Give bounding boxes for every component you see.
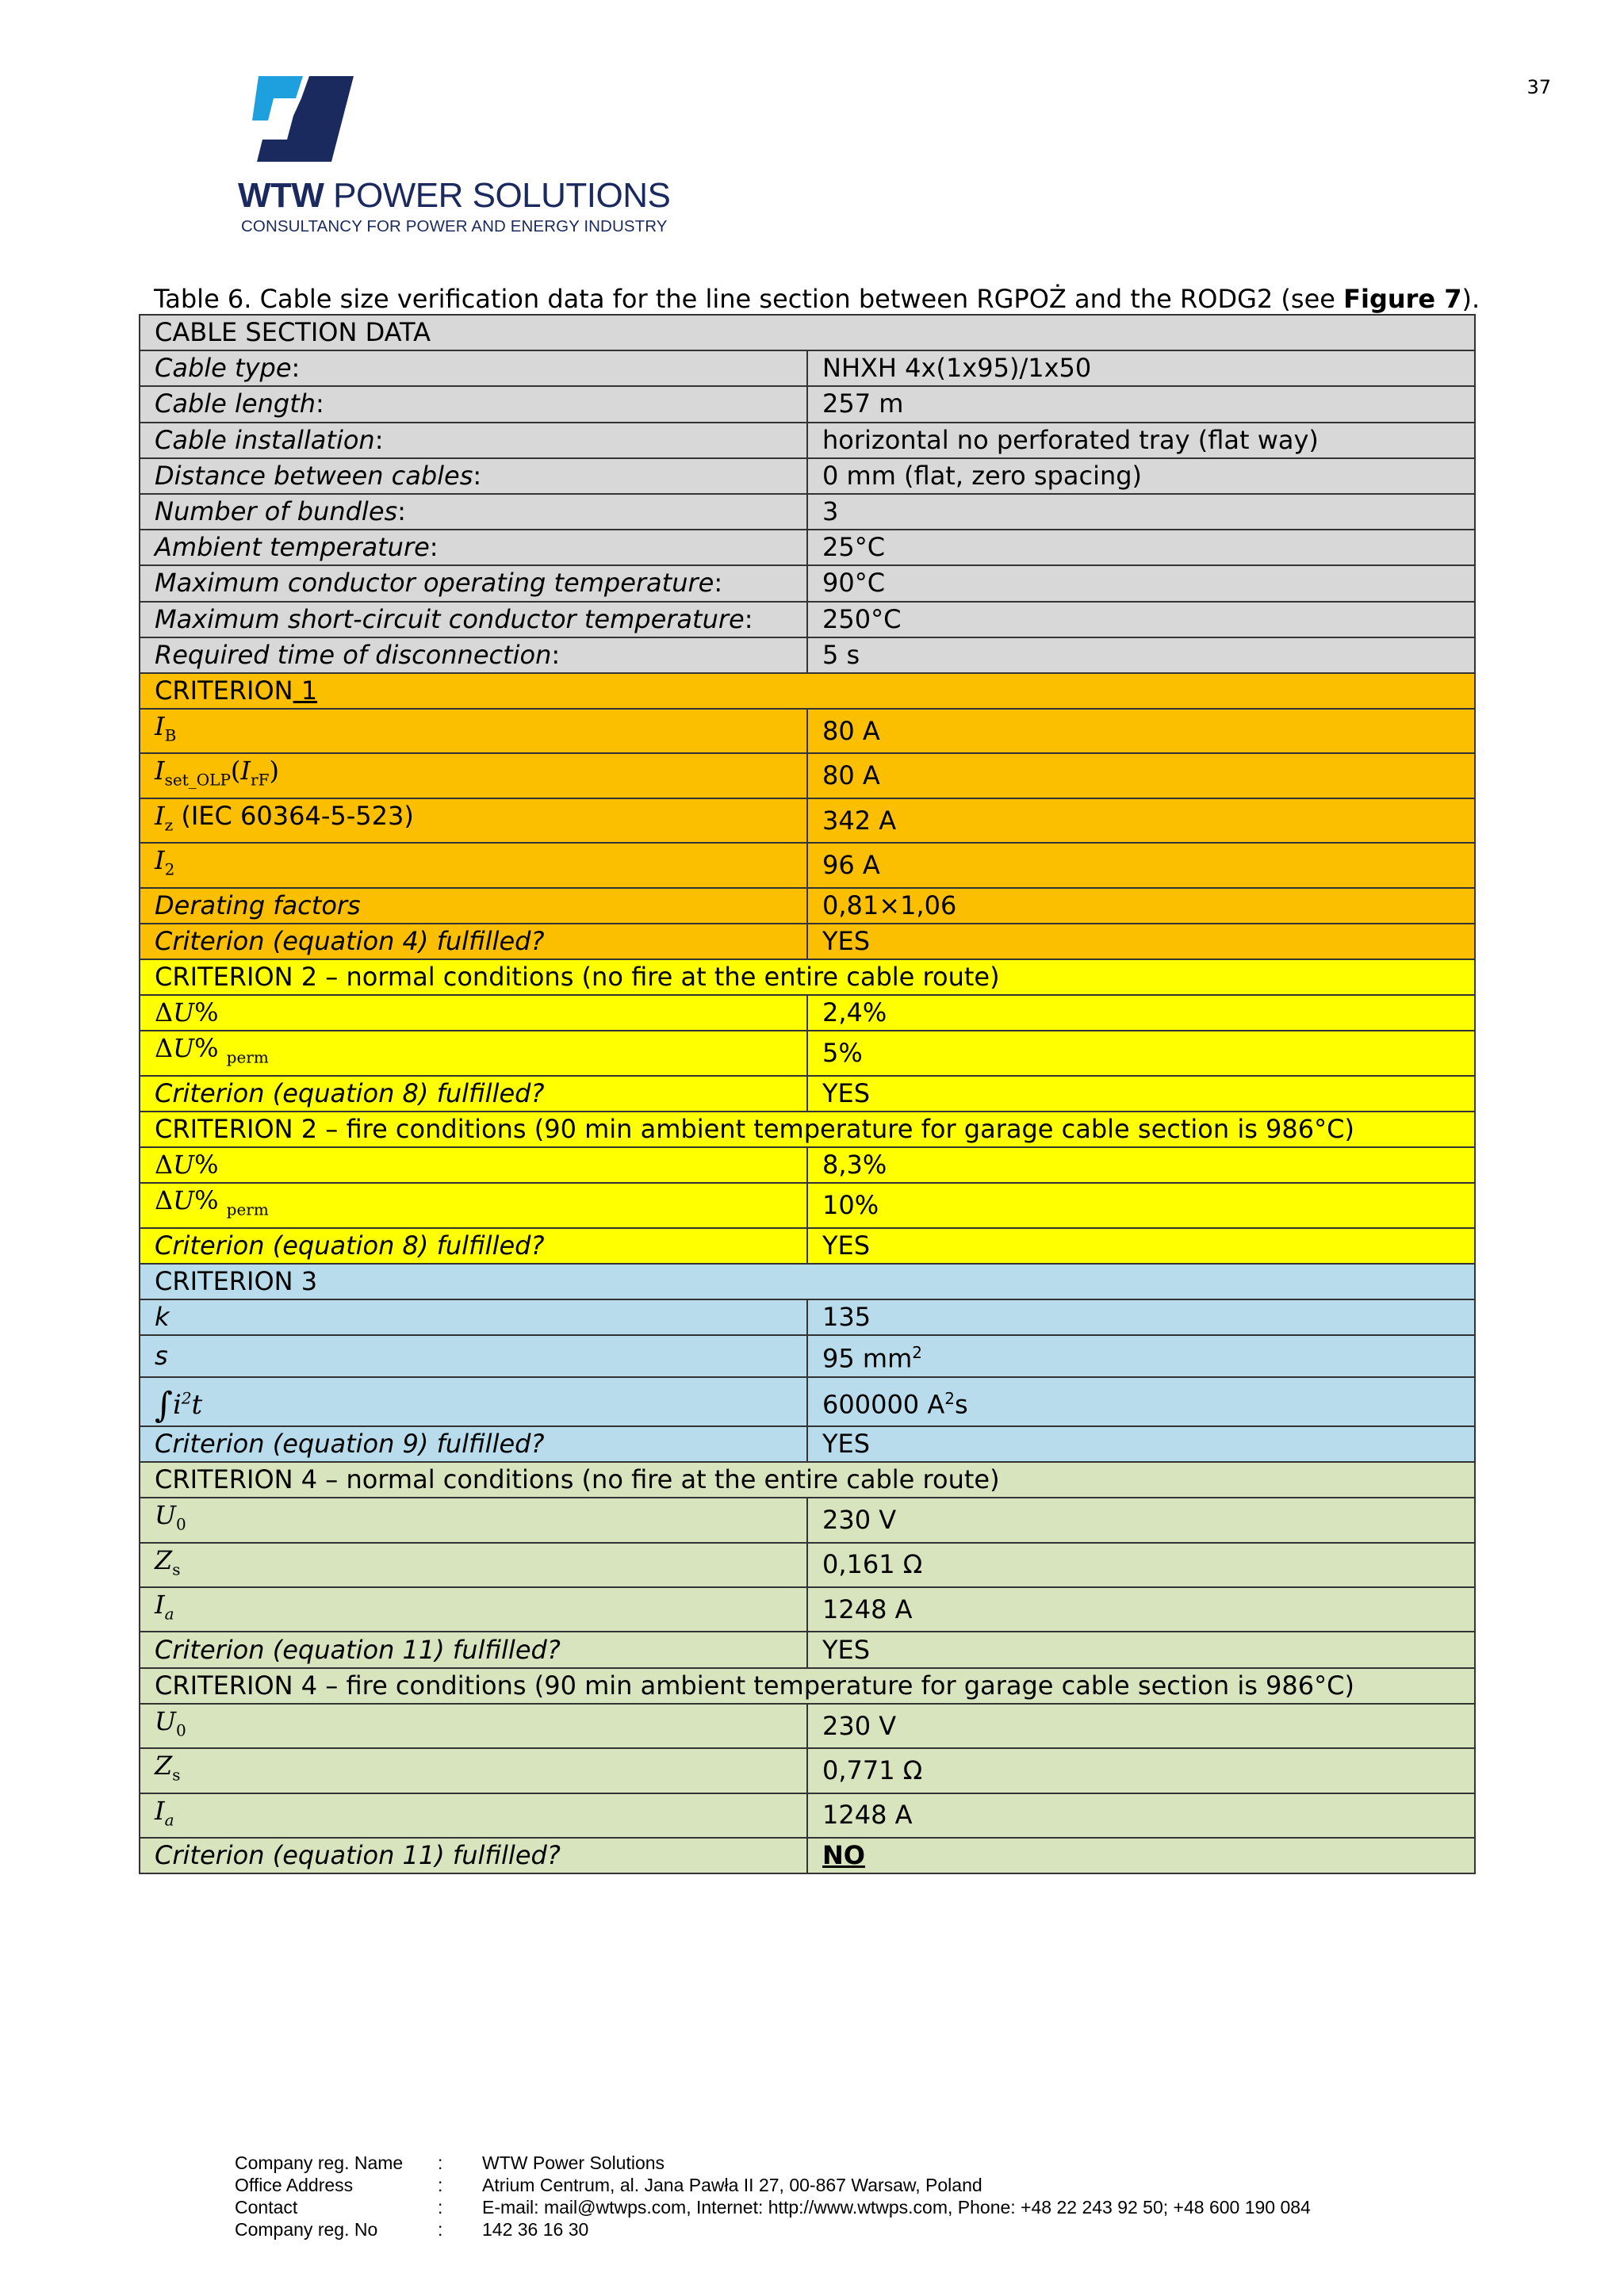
- k-symbol: k: [140, 1299, 807, 1335]
- ia-value: 1248 A: [807, 1587, 1475, 1632]
- criterion-4-normal-header: CRITERION 4 – normal conditions (no fire at the entire cable route): [140, 1462, 1475, 1498]
- section-label: Maximum conductor operating temperature:: [140, 565, 807, 601]
- duperm-value: 10%: [807, 1183, 1475, 1227]
- section-value: 25°C: [807, 530, 1475, 565]
- table-row: [140, 1587, 1475, 1632]
- s-symbol: s: [140, 1335, 807, 1377]
- zs-symbol: $Z_s$: [140, 1748, 807, 1793]
- table-row: [140, 1543, 1475, 1587]
- section-header-row: [140, 315, 1475, 350]
- criterion-2-fire-header: CRITERION 2 – fire conditions (90 min ambient temperature for garage cable section is 986°C): [140, 1112, 1475, 1147]
- section-label: Required time of disconnection:: [140, 637, 807, 673]
- table-row: [140, 1031, 1475, 1075]
- footer-sep: :: [438, 2219, 443, 2240]
- footer-key: Company reg. No: [235, 2219, 378, 2240]
- section-label: Number of bundles:: [140, 494, 807, 530]
- table-row: [140, 1426, 1475, 1462]
- table-row: [140, 530, 1475, 565]
- u0-symbol: $U_0$: [140, 1704, 807, 1748]
- criterion-2-normal-fulfilled-value: YES: [807, 1076, 1475, 1112]
- criterion-2-normal-header: CRITERION 2 – normal conditions (no fire at the entire cable route): [140, 959, 1475, 995]
- footer-row: [235, 2218, 1311, 2241]
- criterion-1-group: [140, 673, 1475, 959]
- derating-label: Derating factors: [140, 888, 807, 924]
- footer-row: [235, 2174, 1311, 2196]
- table-row: [140, 1748, 1475, 1793]
- cable-verification-table: [139, 314, 1476, 1874]
- footer-key: Contact: [235, 2197, 298, 2218]
- u0-value: 230 V: [807, 1498, 1475, 1542]
- ia-symbol: $I_a$: [140, 1793, 807, 1838]
- figure-reference: Figure 7: [1343, 284, 1462, 314]
- section-label: Maximum short-circuit conductor temperature:: [140, 602, 807, 637]
- company-footer: [235, 2152, 1311, 2241]
- table-row: [140, 798, 1475, 843]
- criterion-4-normal-fulfilled-label: Criterion (equation 11) fulfilled?: [140, 1632, 807, 1667]
- table-row: [140, 753, 1475, 798]
- table-row: [140, 458, 1475, 494]
- section-value: 250°C: [807, 602, 1475, 637]
- ia-symbol: $I_a$: [140, 1587, 807, 1632]
- table-row: [140, 1147, 1475, 1183]
- table-row: [140, 1183, 1475, 1227]
- section-value: 257 m: [807, 386, 1475, 422]
- section-value: 90°C: [807, 565, 1475, 601]
- table-row: [140, 350, 1475, 386]
- table-row: [140, 924, 1475, 959]
- du-symbol: ΔU%: [140, 995, 807, 1031]
- duperm-symbol: ΔU% $_{perm}$: [140, 1031, 807, 1075]
- table-row: [140, 1498, 1475, 1542]
- section-data-group: [140, 315, 1475, 673]
- ib-symbol: $I_B$: [140, 709, 807, 753]
- criterion-2-normal-header-row: [140, 959, 1475, 995]
- section-value: 5 s: [807, 637, 1475, 673]
- criterion-2-fire-fulfilled-value: YES: [807, 1228, 1475, 1264]
- criterion-3-fulfilled-label: Criterion (equation 9) fulfilled?: [140, 1426, 807, 1462]
- i2-value: 96 A: [807, 843, 1475, 887]
- footer-value: Atrium Centrum, al. Jana Pawła II 27, 00-867 Warsaw, Poland: [482, 2175, 982, 2195]
- iset-symbol: $I_{set\_OLP}(I_{rF})$: [140, 753, 807, 798]
- table-caption: Table 6. Cable size verification data for the line section between RGPOŻ and the RODG2 (see Figure 7).: [154, 284, 1480, 314]
- table-row: [140, 565, 1475, 601]
- i2t-symbol: $\int i^2t$: [140, 1377, 807, 1426]
- footer-sep: :: [438, 2152, 443, 2173]
- criterion-4-fire-fulfilled-value: NO: [807, 1838, 1475, 1873]
- footer-value[interactable]: E-mail: mail@wtwps.com, Internet: http://www.wtwps.com, Phone: +48 22 243 92 50; +48 600 190 084: [482, 2197, 1311, 2218]
- table-row: [140, 637, 1475, 673]
- criterion-3-header: CRITERION 3: [140, 1264, 1475, 1299]
- footer-row: [235, 2196, 1311, 2218]
- du-value: 2,4%: [807, 995, 1475, 1031]
- criterion-3-group: [140, 1264, 1475, 1462]
- criterion-2-normal-group: [140, 959, 1475, 1264]
- table-row: [140, 423, 1475, 458]
- section-header: CABLE SECTION DATA: [140, 315, 1475, 350]
- footer-value: WTW Power Solutions: [482, 2152, 665, 2173]
- section-value: 0 mm (flat, zero spacing): [807, 458, 1475, 494]
- table-row: [140, 888, 1475, 924]
- section-value: 3: [807, 494, 1475, 530]
- s-value: 95 $mm^2$: [807, 1335, 1475, 1377]
- criterion-4-group: [140, 1462, 1475, 1873]
- criterion-1-header-row: [140, 673, 1475, 709]
- section-label: Distance between cables:: [140, 458, 807, 494]
- derating-value: 0,81×1,06: [807, 888, 1475, 924]
- criterion-1-fulfilled-label: Criterion (equation 4) fulfilled?: [140, 924, 807, 959]
- table-row: [140, 1793, 1475, 1838]
- criterion-4-fire-header: CRITERION 4 – fire conditions (90 min ambient temperature for garage cable section is 986°C): [140, 1668, 1475, 1704]
- iz-symbol: $I_z$ (IEC 60364-5-523): [140, 798, 807, 843]
- company-logo-mark: [238, 75, 357, 163]
- table-row: [140, 843, 1475, 887]
- u0-value: 230 V: [807, 1704, 1475, 1748]
- criterion-2-normal-fulfilled-label: Criterion (equation 8) fulfilled?: [140, 1076, 807, 1112]
- table-row: [140, 995, 1475, 1031]
- zs-value: 0,771 Ω: [807, 1748, 1475, 1793]
- criterion-3-fulfilled-value: YES: [807, 1426, 1475, 1462]
- company-logo-name: WTW POWER SOLUTIONS: [238, 176, 671, 215]
- table-row: [140, 1335, 1475, 1377]
- criterion-4-fire-header-row: [140, 1668, 1475, 1704]
- criterion-4-normal-header-row: [140, 1462, 1475, 1498]
- criterion-4-normal-fulfilled-value: YES: [807, 1632, 1475, 1667]
- section-value: horizontal no perforated tray (flat way): [807, 423, 1475, 458]
- table-row: [140, 1704, 1475, 1748]
- table-row: [140, 386, 1475, 422]
- table-row: [140, 1076, 1475, 1112]
- duperm-value: 5%: [807, 1031, 1475, 1075]
- table-row: [140, 1838, 1475, 1873]
- criterion-4-fire-fulfilled-label: Criterion (equation 11) fulfilled?: [140, 1838, 807, 1873]
- footer-key: Company reg. Name: [235, 2152, 404, 2173]
- duperm-symbol: ΔU% $_{perm}$: [140, 1183, 807, 1227]
- ib-value: 80 A: [807, 709, 1475, 753]
- footer-row: [235, 2152, 1311, 2174]
- k-value: 135: [807, 1299, 1475, 1335]
- section-label: Cable installation:: [140, 423, 807, 458]
- section-value: NHXH 4x(1x95)/1x50: [807, 350, 1475, 386]
- i2-symbol: $I_2$: [140, 843, 807, 887]
- footer-key: Office Address: [235, 2175, 354, 2195]
- criterion-1-fulfilled-value: YES: [807, 924, 1475, 959]
- criterion-2-fire-fulfilled-label: Criterion (equation 8) fulfilled?: [140, 1228, 807, 1264]
- section-label: Cable length:: [140, 386, 807, 422]
- criterion-2-fire-header-row: [140, 1112, 1475, 1147]
- table-row: [140, 1299, 1475, 1335]
- zs-value: 0,161 Ω: [807, 1543, 1475, 1587]
- page-number: 37: [1526, 76, 1551, 98]
- iset-value: 80 A: [807, 753, 1475, 798]
- iz-value: 342 A: [807, 798, 1475, 843]
- table-row: [140, 709, 1475, 753]
- u0-symbol: $U_0$: [140, 1498, 807, 1542]
- table-row: [140, 1377, 1475, 1426]
- du-value: 8,3%: [807, 1147, 1475, 1183]
- zs-symbol: $Z_s$: [140, 1543, 807, 1587]
- table-row: [140, 602, 1475, 637]
- footer-value: 142 36 16 30: [482, 2219, 589, 2240]
- ia-value: 1248 A: [807, 1793, 1475, 1838]
- du-symbol: ΔU%: [140, 1147, 807, 1183]
- footer-sep: :: [438, 2197, 443, 2218]
- table-row: [140, 1632, 1475, 1667]
- table-row: [140, 494, 1475, 530]
- section-label: Ambient temperature:: [140, 530, 807, 565]
- footer-sep: :: [438, 2175, 443, 2195]
- table-row: [140, 1228, 1475, 1264]
- section-label: Cable type:: [140, 350, 807, 386]
- criterion-1-header: CRITERION 1: [140, 673, 1475, 709]
- company-logo-tagline: CONSULTANCY FOR POWER AND ENERGY INDUSTRY: [241, 217, 668, 235]
- i2t-value: 600000 $A^2s$: [807, 1377, 1475, 1426]
- criterion-3-header-row: [140, 1264, 1475, 1299]
